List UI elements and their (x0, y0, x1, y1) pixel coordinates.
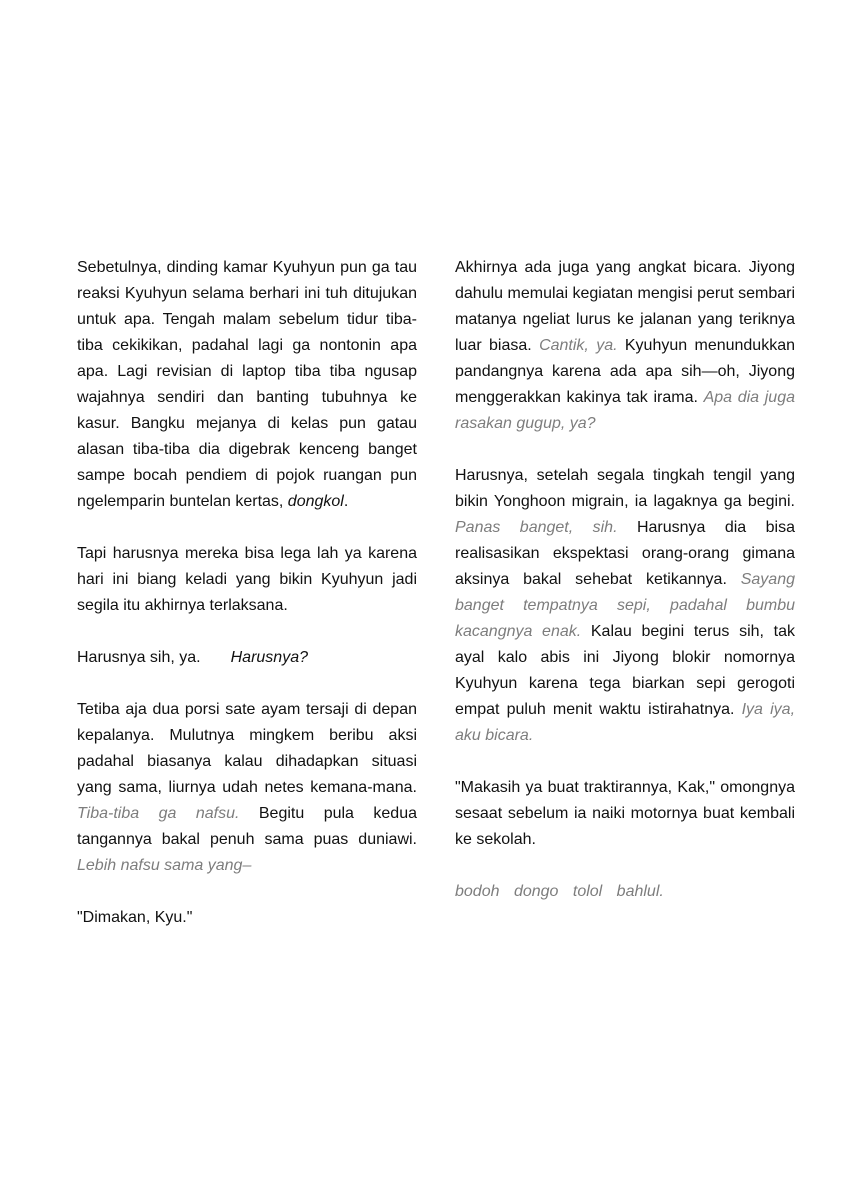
paragraph-text: Akhirnya ada juga yang angkat bicara. Jiyong dahulu memulai kegiatan mengisi perut sembari matanya ngeliat lurus ke jalanan yang teriknya luar biasa. (455, 259, 795, 354)
inner-thought: Cantik, ya. (539, 337, 618, 354)
paragraph-text: Begitu pula kedua tangannya bakal penuh sama puas duniawi. (77, 805, 418, 848)
paragraph-text: Kyuhyun menundukkan pandangnya karena ada apa sih—oh, Jiyong menggerakkan kakinya tak irama. (455, 337, 796, 406)
paragraph-1 (455, 255, 795, 437)
paragraph-3 (77, 645, 417, 671)
italic-word: dongkol (287, 493, 344, 510)
paragraph-text: Sebetulnya, dinding kamar Kyuhyun pun ga tau reaksi Kyuhyun selama berhari ini tuh ditujukan untuk apa. Tengah malam sebelum tidur tiba-tiba cekikikan, padahal lagi ga nontonin apa apa. Lagi revisian di laptop tiba tiba ngusap wajahnya sendiri dan banting tubuhnya ke kasur. Bangku mejanya di kelas pun gatau alasan tiba-tiba dia digebrak kenceng banget sampe bocah pendiem di pojok ruangan pun ngelemparin buntelan kertas, (77, 259, 417, 510)
left-column (77, 255, 417, 957)
italic-thought: Harusnya? (230, 649, 308, 666)
inner-thought: Sayang banget tempatnya sepi, padahal bumbu kacangnya enak. (455, 571, 795, 640)
paragraph-3: "Makasih ya buat traktirannya, Kak," omongnya sesaat sebelum ia naiki motornya buat kembali ke sekolah. (455, 779, 795, 848)
paragraph-text: Harusnya sih, ya. (77, 649, 201, 666)
paragraph-text: Harusnya dia bisa realisasikan ekspektasi orang-orang gimana aksinya bakal sehebat ketikannya. (455, 519, 795, 588)
paragraph-1 (77, 255, 417, 515)
paragraph-text: Tetiba aja dua porsi sate ayam tersaji di depan kepalanya. Mulutnya mingkem beribu aksi padahal biasanya kalau dihadapkan situasi yang sama, liurnya udah netes kemana-mana. (77, 701, 417, 796)
inner-thought: Panas banget, sih. (455, 519, 618, 536)
paragraph-4: bodoh dongo tolol bahlul. (455, 883, 664, 900)
paragraph-4 (77, 697, 417, 879)
paragraph-2: Tapi harusnya mereka bisa lega lah ya karena hari ini biang keladi yang bikin Kyuhyun jadi segila itu akhirnya terlaksana. (77, 545, 417, 614)
paragraph-end: . (343, 493, 349, 510)
right-column (455, 255, 795, 931)
paragraph-text: Harusnya, setelah segala tingkah tengil yang bikin Yonghoon migrain, ia lagaknya ga begini. (455, 467, 795, 510)
inner-thought: Lebih nafsu sama yang– (77, 857, 252, 874)
paragraph-2 (455, 463, 795, 749)
inner-thought: Iya iya, aku bicara. (455, 701, 796, 744)
paragraph-text: Kalau begini terus sih, tak ayal kalo abis ini Jiyong blokir nomornya Kyuhyun karena tega biarkan sepi gerogoti empat puluh menit waktu istirahatnya. (455, 623, 795, 718)
inner-thought: Tiba-tiba ga nafsu. (77, 805, 240, 822)
paragraph-5: "Dimakan, Kyu." (77, 909, 193, 926)
inner-thought: Apa dia juga rasakan gugup, ya? (455, 389, 795, 432)
